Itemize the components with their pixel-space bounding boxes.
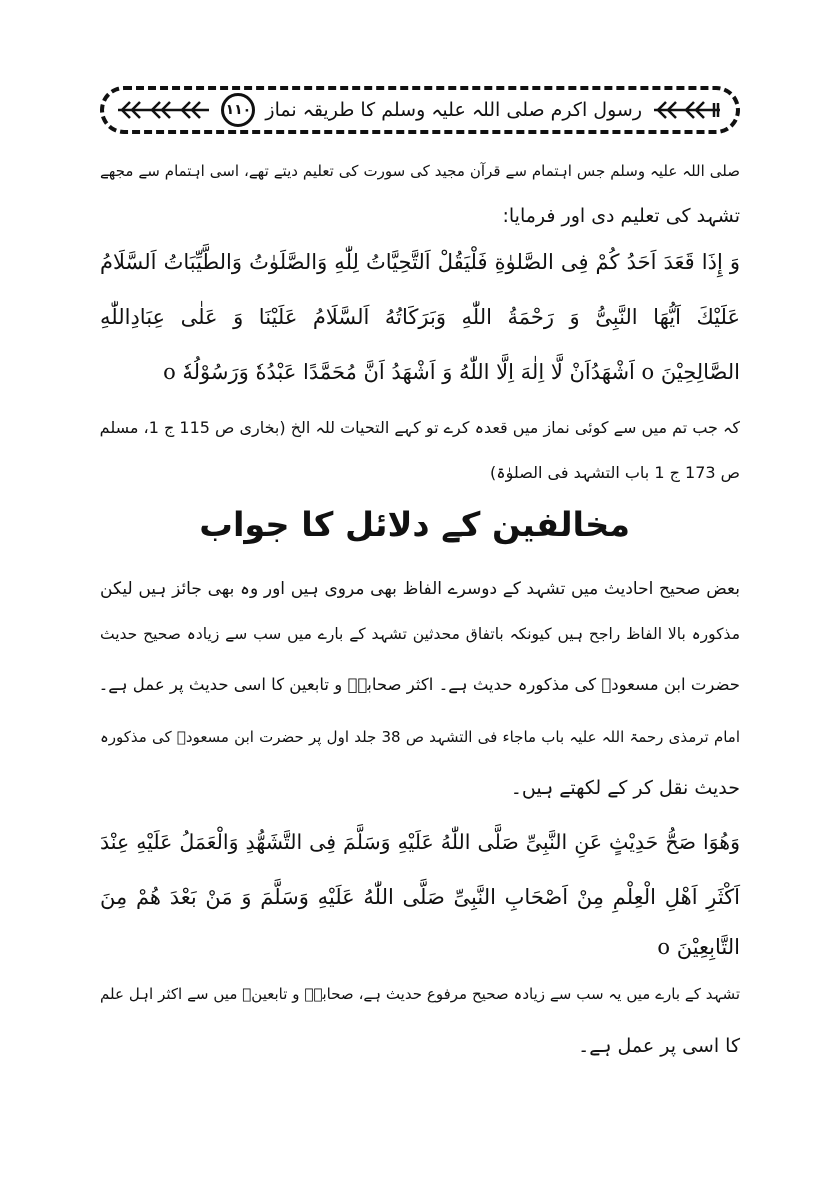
arrow-ornament-icon	[116, 99, 211, 121]
paragraph-line: امام ترمذی رحمۃ اللہ علیہ باب ماجاء فی التشہد ص 38 جلد اول پر حضرت ابن مسعودؓ کی مذکورہ	[100, 728, 741, 746]
arabic-line: عَلَيْكَ اَيُّهَا النَّبِىُّ وَ رَحْمَةُ اللّٰهِ وَبَرَكَاتُهُ اَلسَّلَامُ عَلَيْنَا وَ عَلٰى عِبَادِاللّٰهِ	[100, 305, 740, 329]
page-number: ۱۱۰	[221, 93, 255, 127]
paragraph-line: تشہد کے بارے میں یہ سب سے زیادہ صحیح مرفوع حدیث ہے، صحابہؓ و تابعینؒ میں سے اکثر اہل علم	[100, 985, 740, 1003]
arabic-line: الصَّالِحِيْنَ o اَشْهَدُاَنْ لَّا اِلٰهَ اِلَّا اللّٰهُ وَ اَشْهَدُ اَنَّ مُحَمَّدًا عَبْدُهٗ وَرَسُوْلُهٗ o	[163, 360, 740, 384]
text-line: صلی اللہ علیہ وسلم جس اہتمام سے قرآن مجید کی سورت کی تعلیم دیتے تھے، اسی اہتمام سے مجھے	[100, 162, 740, 180]
header-ornament-left	[116, 99, 211, 121]
arabic-line: وَهُوَا صَحُّ حَدِيْثٍ عَنِ النَّبِىِّ صَلَّى اللّٰهُ عَلَيْهِ وَسَلَّمَ فِى التَّشَهُّدِ وَالْعَمَلُ عَلَيْهِ عِنْدَ	[100, 830, 740, 854]
arabic-line: التَّابِعِيْنَ o	[657, 935, 740, 959]
page-header	[100, 86, 740, 134]
translation-line: ص 173 ج 1 باب التشہد فی الصلوٰۃ)	[490, 463, 740, 482]
text-line: تشہد کی تعلیم دی اور فرمایا:	[502, 205, 740, 227]
paragraph-line: مذکورہ بالا الفاظ راجح ہیں کیونکہ باتفاق محدثین تشہد کے بارے میں سب سے زیادہ صحیح حدیث	[100, 625, 740, 643]
arrow-ornament-icon	[652, 99, 722, 121]
header-title: رسول اکرم صلی اللہ علیہ وسلم کا طریقہ نماز	[265, 99, 642, 121]
paragraph-line: بعض صحیح احادیث میں تشہد کے دوسرے الفاظ بھی مروی ہیں اور وہ بھی جائز ہیں لیکن	[100, 579, 740, 599]
paragraph-line: کا اسی پر عمل ہے۔	[578, 1035, 740, 1057]
section-heading: مخالفین کے دلائل کا جواب	[199, 505, 630, 544]
arabic-line: اَكْثَرِ اَهْلِ الْعِلْمِ مِنْ اَصْحَابِ النَّبِىِّ صَلَّى اللّٰهُ عَلَيْهِ وَسَلَّمَ وَ مَنْ بَعْدَ هُمْ مِنَ	[100, 885, 740, 909]
paragraph-line: حدیث نقل کر کے لکھتے ہیں۔	[510, 777, 740, 799]
translation-line: کہ جب تم میں سے کوئی نماز میں قعدہ کرے تو کہے التحیات للہ الخ (بخاری ص 115 ج 1، مسلم	[99, 418, 740, 437]
paragraph-line: حضرت ابن مسعودؓ کی مذکورہ حدیث ہے۔ اکثر صحابہؓ و تابعین کا اسی حدیث پر عمل ہے۔	[98, 675, 740, 694]
header-ornament-right	[652, 99, 722, 121]
arabic-line: وَ إِذَا قَعَدَ اَحَدُ كُمْ فِى الصَّلوٰةِ فَلْيَقُلْ اَلتَّحِيَّاتُ لِلّٰهِ وَالصَّلَوٰتُ وَالطَّيِّبَاتُ اَلسَّلَامُ	[100, 250, 740, 274]
